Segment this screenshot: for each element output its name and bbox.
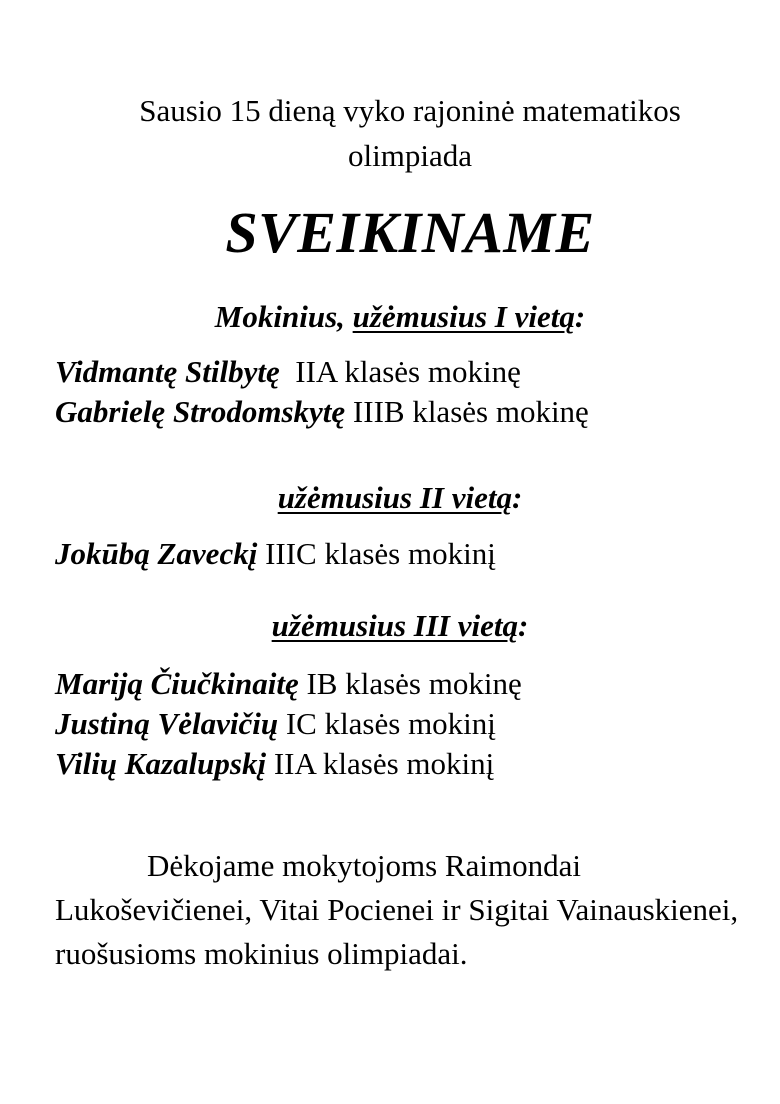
winner-name: Mariją Čiučkinaitę: [55, 666, 299, 701]
intro-line-2: olimpiada: [348, 138, 472, 173]
third-place-heading: [0, 606, 780, 646]
winner-grade: IC klasės mokinį: [285, 706, 496, 741]
winner-grade: IIA klasės mokinę: [295, 354, 521, 389]
winner-grade: IIIC klasės mokinį: [265, 536, 496, 571]
winner-name: Justiną Vėlavičių: [55, 706, 279, 741]
intro-line-1: Sausio 15 dieną vyko rajoninė matematikos: [139, 93, 681, 128]
first-place-list: [55, 352, 775, 432]
first-place-heading: [0, 297, 780, 337]
first-place-colon: :: [574, 299, 586, 334]
third-place-title: užėmusius III vietą: [271, 608, 518, 643]
intro-text: [60, 88, 760, 178]
winner-grade: IB klasės mokinę: [306, 666, 522, 701]
first-place-title: užėmusius I vietą: [352, 299, 575, 334]
winner-row: [55, 744, 775, 784]
first-place-prefix: Mokinius,: [214, 299, 353, 334]
third-place-colon: :: [518, 608, 529, 643]
winner-row: [55, 704, 775, 744]
thanks-paragraph: Dėkojame mokytojoms Raimondai Lukoševičienei, Vitai Pocienei ir Sigitai Vainauskienei, ruošusioms mokinius olimpiadai.: [55, 848, 739, 971]
winner-name: Jokūbą Zaveckį: [55, 536, 258, 571]
winner-row: [55, 352, 775, 392]
second-place-colon: :: [511, 480, 523, 515]
winner-row: [55, 664, 775, 704]
second-place-heading: [0, 478, 780, 518]
winner-row: [55, 392, 775, 432]
second-place-list: [55, 534, 775, 574]
winner-name: Gabrielę Strodomskytę: [55, 394, 346, 429]
winner-name: Vidmantę Stilbytę: [55, 354, 280, 389]
winner-grade: IIIB klasės mokinę: [352, 394, 589, 429]
winner-grade: IIA klasės mokinį: [273, 746, 495, 781]
winner-name: Vilių Kazalupskį: [55, 746, 267, 781]
winner-row: [55, 534, 775, 574]
third-place-list: [55, 664, 775, 784]
congratulations-headline: SVEIKINAME: [225, 200, 595, 265]
second-place-title: užėmusius II vietą: [277, 480, 512, 515]
